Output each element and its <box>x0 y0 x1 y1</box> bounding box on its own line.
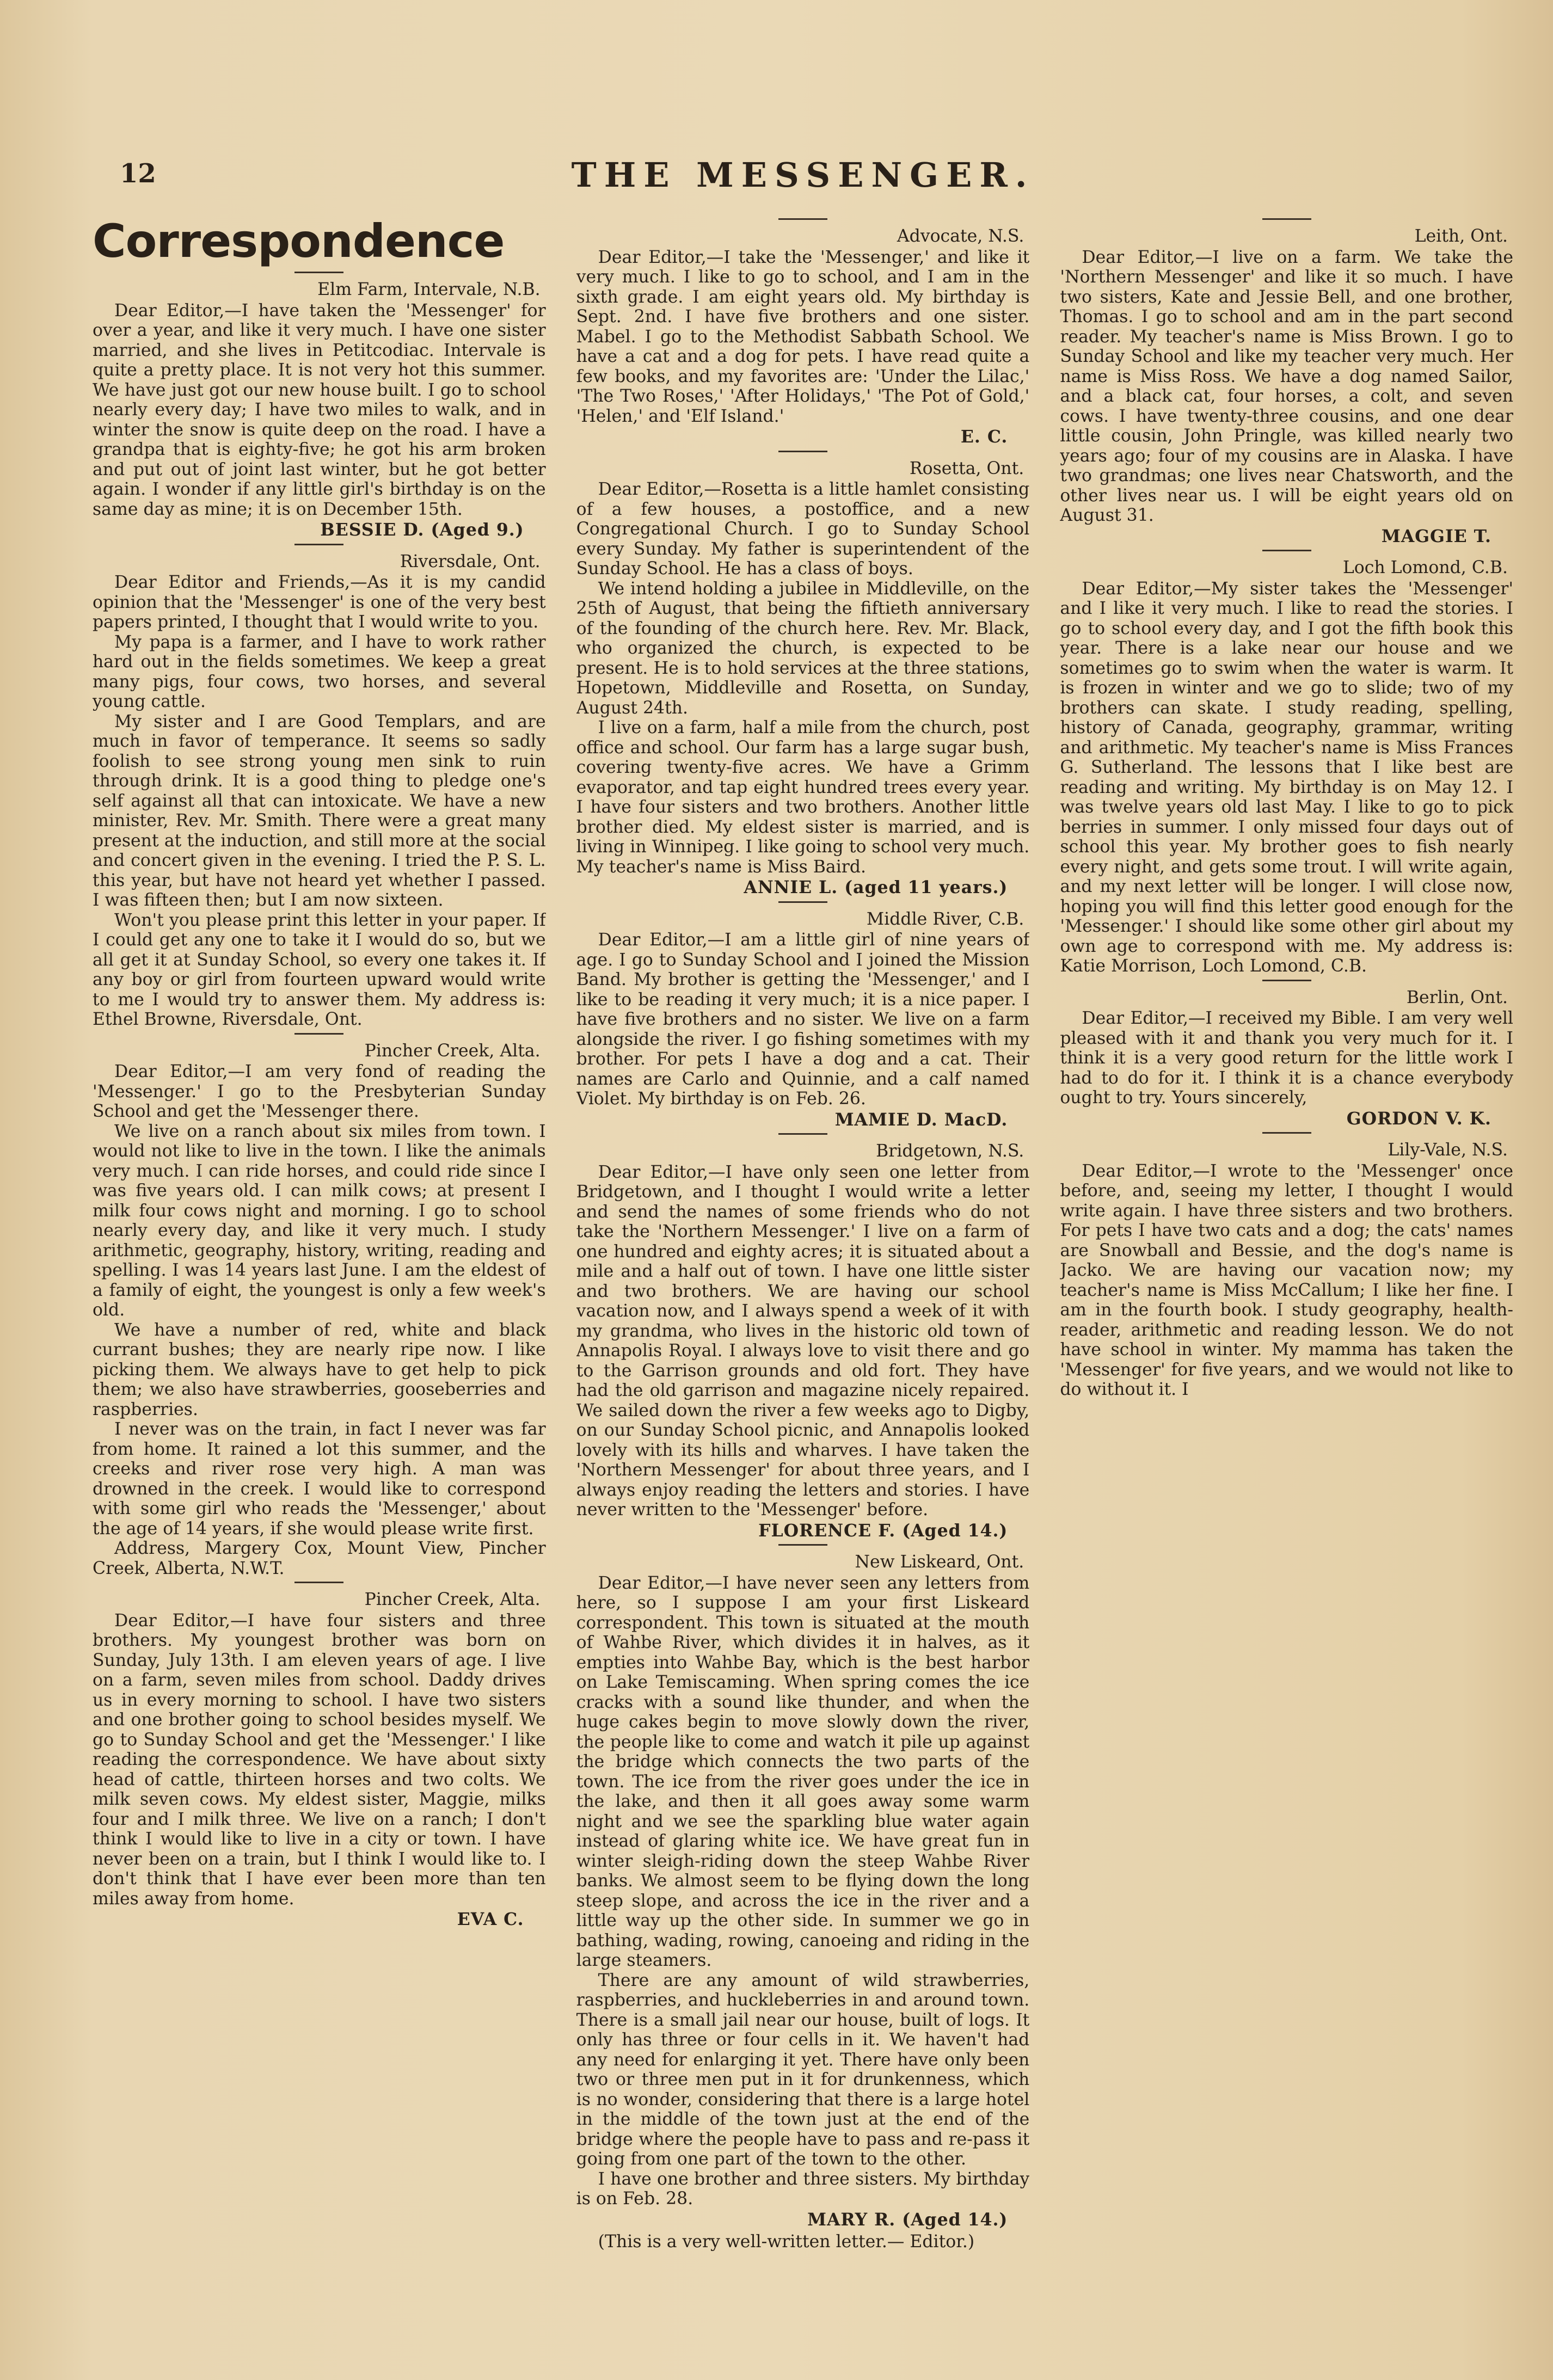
letter-paragraph: Dear Editor,—I received my Bible. I am very well pleased with it and thank you very much for it. I think it is a very good return for the little work I had to do for it. I think it is a chance everybody ought to try. Yours sincerely, <box>1060 1008 1513 1108</box>
letter <box>576 909 1030 1130</box>
letter-signature: EVA C. <box>457 1909 524 1929</box>
letter-dateline: Loch Lomond, C.B. <box>1342 558 1508 577</box>
letter-dateline: Advocate, N.S. <box>897 226 1024 246</box>
letter-paragraph: I live on a farm, half a mile from the church, post office and school. Our farm has a large sugar bush, covering twenty-five acres. We have a Grimm evaporator, and tap eight hundred trees every year. I have four sisters and two brothers. Another little brother died. My eldest sister is married, and is living in Winnipeg. I like going to school very much. My teacher's name is Miss Baird. <box>576 718 1030 877</box>
letter-signature: ANNIE L. (aged 11 years.) <box>744 877 1008 897</box>
letter-signature: FLORENCE F. (Aged 14.) <box>758 1520 1008 1541</box>
article-columns <box>93 215 1513 2348</box>
letter-paragraph: Address, Margery Cox, Mount View, Pincher Creek, Alberta, N.W.T. <box>93 1539 546 1578</box>
separator-rule <box>778 901 827 903</box>
letter-dateline: Middle River, C.B. <box>866 909 1024 929</box>
letter <box>1060 226 1513 546</box>
separator-rule <box>294 1582 343 1583</box>
letter <box>93 280 546 540</box>
column-3 <box>1060 215 1513 2348</box>
separator-rule <box>778 1133 827 1135</box>
letter <box>576 1552 1030 2252</box>
section-heading: Correspondence <box>93 215 505 268</box>
letter-paragraph: I have one brother and three sisters. My birthday is on Feb. 28. <box>576 2169 1030 2209</box>
letter <box>576 226 1030 447</box>
letter <box>576 459 1030 898</box>
separator-rule <box>1262 218 1311 220</box>
letter-paragraph: There are any amount of wild strawberries, raspberries, and huckleberries in and around town. There is a small jail near our house, built of logs. It only has three or four cells in it. We haven't had any need for enlarging it yet. There have only been two or three men put in it for drunkenness, which is no wonder, considering that there is a large hotel in the middle of the town just at the end of the bridge where the people have to pass and re-pass it going from one part of the town to the other. <box>576 1970 1030 2169</box>
editor-note: (This is a very well-written letter.— Editor.) <box>598 2232 975 2252</box>
letter-paragraph: Dear Editor,—I have only seen one letter from Bridgetown, and I thought I would write a letter and send the names of some friends who do not take the 'Northern Messenger.' I live on a farm of one hundred and eighty acres; it is situated about a mile and a half out of town. I have one little sister and two brothers. We are having our school vacation now, and I always spend a week of it with my grandma, who lives in the historic old town of Annapolis Royal. I always love to visit there and go to the Garrison grounds and old fort. They have had the old garrison and magazine nicely repaired. We sailed down the river a few weeks ago to Digby, on our Sunday School picnic, and Annapolis looked lovely with its hills and wharves. I have taken the 'Northern Messenger' for about three years, and I always enjoy reading the letters and stories. I have never written to the 'Messenger' before. <box>576 1162 1030 1520</box>
letter-signature: MAMIE D. MacD. <box>834 1109 1008 1130</box>
separator-rule <box>778 218 827 220</box>
letter-dateline: Leith, Ont. <box>1414 226 1508 246</box>
letter-paragraph: I never was on the train, in fact I never was far from home. It rained a lot this summer, and the creeks and river rose very high. A man was drowned in the creek. I would like to correspond with some girl who reads the 'Messenger,' about the age of 14 years, if she would please write first. <box>93 1419 546 1539</box>
letter-signature: BESSIE D. (Aged 9.) <box>320 520 524 540</box>
letter-paragraph: Dear Editor,—I have four sisters and three brothers. My youngest brother was born on Sunday, July 13th. I am eleven years of age. I live on a farm, seven miles from school. Daddy drives us in every morning to school. I have two sisters and one brother going to school besides myself. We go to Sunday School and get the 'Messenger.' I like reading the correspondence. We have about sixty head of cattle, thirteen horses and two colts. We milk seven cows. My eldest sister, Maggie, milks four and I milk three. We live on a ranch; I don't think I would like to live in a city or town. I have never been on a train, but I think I would like to. I don't think that I have ever been more than ten miles away from home. <box>93 1610 546 1909</box>
letter <box>93 1590 546 1930</box>
letter-paragraph: Dear Editor,—I have taken the 'Messenger' for over a year, and like it very much. I have one sister married, and she lives in Petitcodiac. Intervale is quite a pretty place. It is not very hot this summer. We have just got our new house built. I go to school nearly every day; I have two miles to walk, and in winter the snow is quite deep on the road. I have a grandpa that is eighty-five; he got his arm broken and put out of joint last winter, but he got better again. I wonder if any little girl's birthday is on the same day as mine; it is on December 15th. <box>93 300 546 519</box>
letter-paragraph: Won't you please print this letter in your paper. If I could get any one to take it I would do so, but we all get it at Sunday School, so every one takes it. If any boy or girl from fourteen upward would write to me I would try to answer them. My address is: Ethel Browne, Riversdale, Ont. <box>93 910 546 1029</box>
letter-signature: E. C. <box>960 427 1008 447</box>
letter-signature: MARY R. (Aged 14.) <box>807 2209 1008 2230</box>
letter-dateline: Pincher Creek, Alta. <box>364 1041 541 1061</box>
letter-paragraph: We intend holding a jubilee in Middleville, on the 25th of August, that being the fiftieth anniversary of the founding of the church here. Rev. Mr. Black, who organized the church, is expected to be present. He is to hold services at the three stations, Hopetown, Middleville and Rosetta, on Sunday, August 24th. <box>576 579 1030 718</box>
letter-dateline: Rosetta, Ont. <box>909 458 1024 478</box>
letter-paragraph: Dear Editor,—Rosetta is a little hamlet consisting of a few houses, a postoffice, and a new Congregational Church. I go to Sunday School every Sunday. My father is superintendent of the Sunday School. He has a class of boys. <box>576 479 1030 579</box>
separator-rule <box>294 544 343 545</box>
letter-dateline: Lily-Vale, N.S. <box>1388 1140 1508 1160</box>
letter-dateline: Riversdale, Ont. <box>400 551 541 571</box>
letter-paragraph: Dear Editor,—I have never seen any letters from here, so I suppose I am your first Liskeard correspondent. This town is situated at the mouth of Wahbe River, which divides it in halves, as it empties into Wahbe Bay, which is the best harbor on Lake Temiscaming. When spring comes the ice cracks with a sound like thunder, and when the huge cakes begin to move slowly down the river, the people like to come and watch it pile up against the bridge which connects the two parts of the town. The ice from the river goes under the ice in the lake, and then it all goes away some warm night and we see the sparkling blue water again instead of glaring white ice. We have great fun in winter sleigh-riding down the steep Wahbe River banks. We almost seem to be flying down the long steep slope, and across the ice in the river and a little way up the other side. In summer we go in bathing, wading, rowing, canoeing and riding in the large steamers. <box>576 1573 1030 1970</box>
letter-paragraph: My papa is a farmer, and I have to work rather hard out in the fields sometimes. We keep a great many pigs, four cows, two horses, and several young cattle. <box>93 632 546 711</box>
masthead-title: THE MESSENGER. <box>571 155 1035 195</box>
letter <box>1060 558 1513 976</box>
letter-paragraph: Dear Editor,—I take the 'Messenger,' and like it very much. I like to go to school, and I am in the sixth grade. I am eight years old. My birthday is Sept. 2nd. I have five brothers and one sister. Mabel. I go to the Methodist Sabbath School. We have a cat and a dog for pets. I have read quite a few books, and my favorites are: 'Under the Lilac,' 'The Two Roses,' 'After Holidays,' 'The Pot of Gold,' 'Helen,' and 'Elf Island.' <box>576 247 1030 426</box>
column-2 <box>576 215 1030 2348</box>
letter-paragraph: Dear Editor,—I wrote to the 'Messenger' once before, and, seeing my letter, I thought I would write again. I have three sisters and two brothers. For pets I have two cats and a dog; the cats' names are Snowball and Bessie, and the dog's name is Jacko. We are having our vacation now; my teacher's name is Miss McCallum; I like her fine. I am in the fourth book. I study geography, health-reader, arithmetic and reading lesson. We do not have school in winter. My mamma has taken the 'Messenger' for five years, and we would not like to do without it. I <box>1060 1161 1513 1399</box>
page-number: 12 <box>120 158 156 189</box>
letter <box>1060 988 1513 1129</box>
running-head <box>93 155 1513 199</box>
separator-rule <box>1262 1132 1311 1134</box>
letter-dateline: Elm Farm, Intervale, N.B. <box>317 280 541 299</box>
letter <box>576 1141 1030 1541</box>
letter-dateline: New Liskeard, Ont. <box>855 1552 1024 1572</box>
separator-rule <box>1262 980 1311 981</box>
letter <box>1060 1140 1513 1400</box>
letter-paragraph: We have a number of red, white and black currant bushes; they are nearly ripe now. I like picking them. We always have to get help to pick them; we also have strawberries, gooseberries and raspberries. <box>93 1320 546 1419</box>
letter-dateline: Bridgetown, N.S. <box>876 1141 1024 1161</box>
letter-paragraph: Dear Editor,—My sister takes the 'Messenger' and I like it very much. I like to read the stories. I go to school every day, and I got the fifth book this year. There is a lake near our house and we sometimes go to swim when the water is warm. It is frozen in winter and we go to slide; two of my brothers can skate. I study reading, spelling, history of Canada, geography, grammar, writing and arithmetic. My teacher's name is Miss Frances G. Sutherland. The lessons that I like best are reading and writing. My birthday is on May 12. I was twelve years old last May. I like to go to pick berries in summer. I only missed four days out of school this year. My brother goes to fish nearly every night, and gets some trout. I will write again, and my next letter will be longer. I will close now, hoping you will find this letter good enough for the 'Messenger.' I should like some other girl about my own age to correspond with me. My address is: Katie Morrison, Loch Lomond, C.B. <box>1060 579 1513 976</box>
letter-dateline: Pincher Creek, Alta. <box>364 1590 541 1609</box>
separator-rule <box>1262 550 1311 551</box>
letter-paragraph: Dear Editor,—I am very fond of reading the 'Messenger.' I go to the Presbyterian Sunday School and get the 'Messenger there. <box>93 1062 546 1121</box>
heading-rule <box>294 272 343 273</box>
letter-paragraph: Dear Editor and Friends,—As it is my candid opinion that the 'Messenger' is one of the very best papers printed, I thought that I would write to you. <box>93 573 546 632</box>
separator-rule <box>294 1033 343 1035</box>
letter-signature: GORDON V. K. <box>1346 1108 1491 1129</box>
letter-signature: MAGGIE T. <box>1381 526 1491 546</box>
letter-paragraph: Dear Editor,—I live on a farm. We take the 'Northern Messenger' and like it so much. I have two sisters, Kate and Jessie Bell, and one brother, Thomas. I go to school and am in the part second reader. My teacher's name is Miss Brown. I go to Sunday School and like my teacher very much. Her name is Miss Ross. We have a dog named Sailor, and a black cat, four horses, a colt, and seven cows. I have twenty-three cousins, and one dear little cousin, John Pringle, was killed nearly two years ago; four of my cousins are in Alaska. I have two grandmas; one lives near Chatsworth, and the other lives near us. I will be eight years old on August 31. <box>1060 247 1513 525</box>
separator-rule <box>778 451 827 452</box>
column-1 <box>93 215 546 2348</box>
letter-paragraph: Dear Editor,—I am a little girl of nine years of age. I go to Sunday School and I joined the Mission Band. My brother is getting the 'Messenger,' and I like to be reading it very much; it is a nice paper. I have five brothers and no sister. We live on a farm alongside the river. I go fishing sometimes with my brother. For pets I have a dog and a cat. Their names are Carlo and Quinnie, and a calf named Violet. My birthday is on Feb. 26. <box>576 930 1030 1109</box>
letter-paragraph: We live on a ranch about six miles from town. I would not like to live in the town. I like the animals very much. I can ride horses, and could ride since I was five years old. I can milk cows; at present I milk four cows night and morning. I go to school nearly every day, and like it very much. I study arithmetic, geography, history, writing, reading and spelling. I was 14 years last June. I am the eldest of a family of eight, the youngest is only a few week's old. <box>93 1121 546 1320</box>
letter-paragraph: My sister and I are Good Templars, and are much in favor of temperance. It seems so sadly foolish to see strong young men sink to ruin through drink. It is a good thing to pledge one's self against all that can intoxicate. We have a new minister, Rev. Mr. Smith. There were a great many present at the induction, and still more at the social and concert given in the evening. I tried the P. S. L. this year, but have not heard yet whether I passed. I was fifteen then; but I am now sixteen. <box>93 711 546 910</box>
letter <box>93 1041 546 1579</box>
letter <box>93 552 546 1030</box>
letter-dateline: Berlin, Ont. <box>1406 987 1508 1007</box>
separator-rule <box>778 1544 827 1546</box>
